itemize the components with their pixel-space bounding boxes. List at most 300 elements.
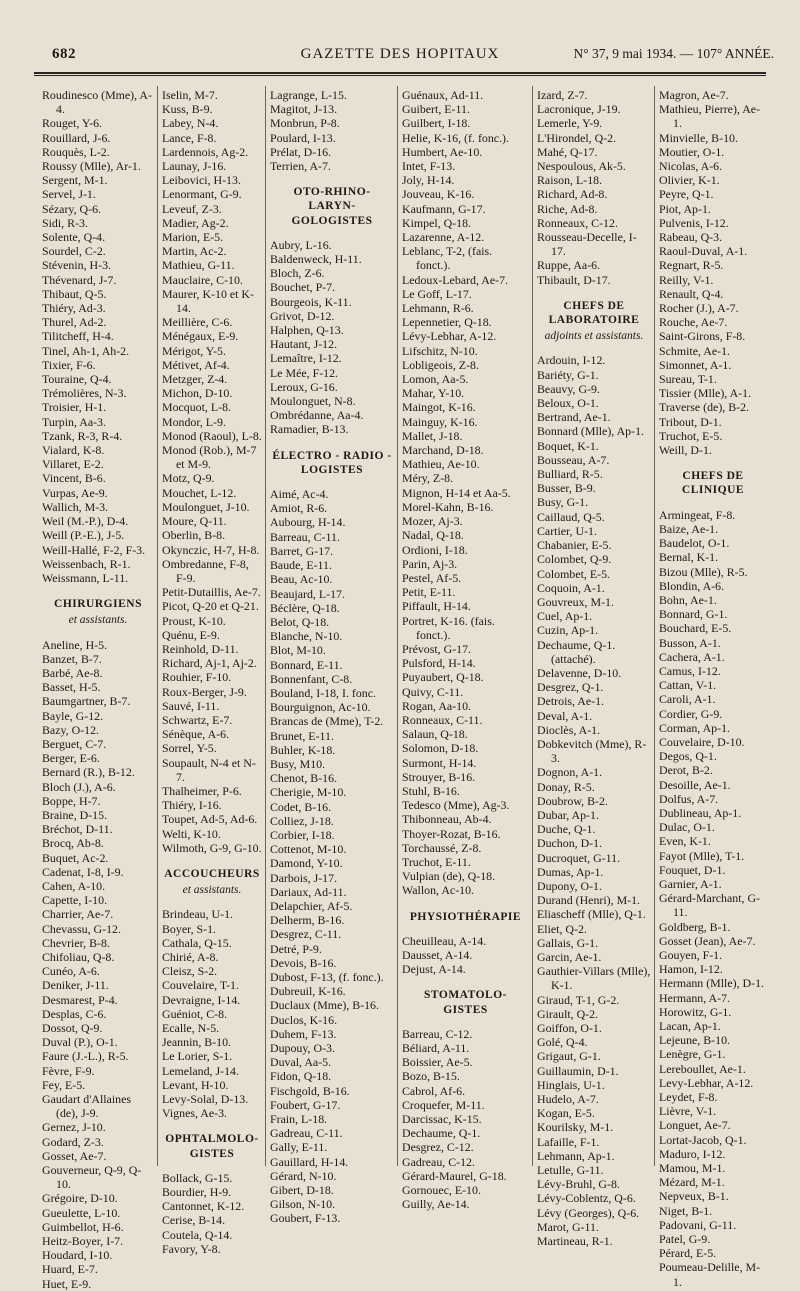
list-item: Dubreuil, K-16. [270, 984, 346, 999]
list-item: Tixier, F-6. [42, 357, 96, 372]
section-heading: STOMATOLO-GISTES [424, 989, 507, 1016]
list-item: Thurel, Ad-2. [42, 315, 107, 330]
list-item: Grivot, D-12. [270, 308, 335, 323]
list-item: Mouchet, L-12. [162, 485, 237, 500]
list-item: Servel, J-1. [42, 187, 96, 202]
list-item: Ronneaux, C-12. [537, 215, 618, 230]
list-item: Desplas, C-6. [42, 1006, 107, 1021]
list-item: Bonnard (Mlle), Ap-1. [537, 424, 644, 439]
list-item: Fidon, Q-18. [270, 1069, 332, 1084]
list-item: Dublineau, Ap-1. [659, 805, 742, 820]
list-item: Dolfus, A-7. [659, 791, 719, 806]
list-item: Bulliard, R-5. [537, 467, 603, 482]
list-item: Baize, Ae-1. [659, 521, 719, 536]
list-item: Traverse (de), B-2. [659, 400, 750, 415]
list-item: Mallet, J-18. [402, 428, 463, 443]
list-item: Ecalle, N-5. [162, 1021, 220, 1035]
list-item: Aubourg, H-14. [270, 515, 346, 530]
list-item: Desgrez, C-11. [270, 927, 342, 942]
list-item: Mathieu, Ae-10. [402, 457, 480, 472]
list-item: Mahé, Q-17. [537, 144, 598, 159]
list-item: Gornouec, E-10. [402, 1183, 481, 1198]
list-item: Armingeat, F-8. [659, 507, 736, 522]
list-item: Mathieu, Pierre), Ae-1. [659, 102, 761, 131]
list-item: Coutela, Q-14. [162, 1227, 233, 1242]
list-item: Baldenweck, H-11. [270, 252, 362, 267]
list-item: Roussy (Mlle), Ar-1. [42, 159, 141, 174]
list-item: Richard, Ad-8. [537, 187, 608, 202]
column-4 [402, 88, 529, 1212]
list-item: Béclère, Q-18. [270, 600, 340, 615]
list-item: Bayle, G-12. [42, 708, 104, 723]
list-item: Gauthier-Villars (Mlle), K-1. [537, 964, 651, 993]
list-item: Gernez, J-10. [42, 1120, 106, 1135]
list-item: Thibault, D-17. [537, 272, 611, 287]
list-item: Ombrédanne, Aa-4. [270, 408, 364, 423]
list-item: Dossot, Q-9. [42, 1021, 103, 1035]
list-item: Guilbert, I-18. [402, 116, 471, 131]
list-item: Pestel, Af-5. [402, 570, 462, 585]
list-item: Metzger, Z-4. [162, 372, 228, 387]
list-item: Marchand, D-18. [402, 443, 484, 458]
list-item: Bizou (Mlle), R-5. [659, 564, 748, 579]
list-item: Parin, Aj-3. [402, 556, 458, 571]
list-item: Renault, Q-4. [659, 286, 724, 301]
entry-list [270, 88, 394, 173]
list-item: Durand (Henri), M-1. [537, 893, 641, 908]
list-item: Prévost, G-17. [402, 641, 472, 656]
list-item: Iselin, M-7. [162, 88, 218, 102]
list-item: Lemaître, I-12. [270, 351, 342, 366]
entry-list [659, 88, 767, 457]
list-item: Gauillard, H-14. [270, 1154, 349, 1169]
list-item: Colombet, E-5. [537, 566, 610, 581]
list-item: Mahar, Y-10. [402, 386, 465, 401]
list-item: Welti, K-10. [162, 826, 221, 841]
list-item: Lifschitz, N-10. [402, 343, 478, 358]
list-item: Raison, L-18. [537, 173, 603, 188]
list-item: Cahen, A-10. [42, 878, 106, 893]
list-item: Lereboullet, Ae-1. [659, 1061, 746, 1076]
list-item: Ardouin, I-12. [537, 353, 606, 368]
list-item: Quénu, E-9. [162, 627, 220, 642]
list-item: Gouverneur, Q-9, Q-10. [42, 1163, 142, 1192]
list-item: Petit, E-11. [402, 585, 456, 600]
list-item: Coquoin, A-1. [537, 580, 605, 595]
list-item: Rouillard, J-6. [42, 130, 111, 145]
list-item: Salaun, Q-18. [402, 727, 468, 742]
list-item: Sureau, T-1. [659, 372, 717, 387]
list-item: Monod (Rob.), M-7 et M-9. [162, 443, 257, 472]
list-item: Bohn, Ae-1. [659, 592, 717, 607]
list-item: Vignes, Ae-3. [162, 1106, 228, 1121]
list-item: Duhem, F-13. [270, 1026, 337, 1041]
list-item: Levy-Solal, D-13. [162, 1092, 249, 1107]
list-item: Lardennois, Ag-2. [162, 144, 249, 159]
section-heading: CHEFS DE LABORATOIRE [548, 299, 640, 327]
list-item: Tedesco (Mme), Ag-3. [402, 798, 510, 813]
list-item: Leroux, G-16. [270, 379, 338, 394]
list-item: Kuss, B-9. [162, 102, 213, 117]
list-item: Gadreau, C-12. [402, 1154, 475, 1169]
list-item: Berger, E-6. [42, 751, 100, 766]
list-item: Detré, P-9. [270, 941, 322, 956]
list-item: Cachera, A-1. [659, 649, 725, 664]
column-separator [157, 86, 158, 1166]
list-item: Dausset, A-14. [402, 947, 473, 962]
list-item: Sauvé, I-11. [162, 698, 220, 713]
list-item: Gérard-Marchant, G-11. [659, 891, 761, 920]
list-item: Darcissac, K-15. [402, 1112, 482, 1127]
list-item: Brindeau, U-1. [162, 907, 233, 922]
list-item: Picot, Q-20 et Q-21. [162, 599, 259, 614]
list-item: Blondin, A-6. [659, 578, 725, 593]
list-item: Dobkevitch (Mme), R-3. [537, 736, 647, 766]
list-item: Mauclaire, C-10. [162, 272, 243, 287]
list-item: Cabrol, Af-6. [402, 1083, 466, 1098]
list-item: L'Hirondel, Q-2. [537, 130, 617, 145]
list-item: Nadal, Q-18. [402, 528, 464, 543]
list-item: Bariéty, G-1. [537, 367, 599, 382]
list-item: Duval, Aa-5. [270, 1055, 332, 1070]
list-item: Madier, Ag-2. [162, 215, 229, 230]
list-item: Lévy-Bruhl, G-8. [537, 1177, 620, 1192]
list-item: Kimpel, Q-18. [402, 215, 472, 230]
list-item: Dioclès, A-1. [537, 722, 601, 737]
list-item: Deval, A-1. [537, 708, 593, 723]
list-item: Weissmann, L-11. [42, 570, 129, 585]
list-item: Gouyen, F-1. [659, 947, 723, 962]
list-item: Ruppe, Aa-6. [537, 258, 601, 273]
list-item: Heitz-Boyer, I-7. [42, 1234, 124, 1249]
list-item: Devraigne, I-14. [162, 992, 241, 1007]
list-item: Corman, Ap-1. [659, 720, 731, 735]
list-item: Lemeland, J-14. [162, 1063, 239, 1078]
list-item: Rouhier, F-10. [162, 670, 232, 685]
entry-list [537, 88, 651, 287]
list-item: Eliet, Q-2. [537, 921, 587, 936]
column-separator [532, 86, 533, 1166]
list-item: Tzank, R-3, R-4. [42, 428, 123, 443]
entry-list [42, 88, 154, 585]
list-item: Houdard, I-10. [42, 1248, 113, 1263]
list-item: Mamou, M-1. [659, 1161, 726, 1176]
list-item: Lenègre, G-1. [659, 1047, 726, 1062]
list-item: Chevrier, B-8. [42, 935, 110, 950]
list-item: Saint-Girons, F-8. [659, 329, 746, 344]
list-item: Joly, H-14. [402, 173, 455, 188]
list-item: Busser, B-9. [537, 481, 596, 496]
list-item: Longuet, Ae-7. [659, 1118, 731, 1133]
entry-list [537, 353, 651, 1248]
list-item: Guilly, Ae-14. [402, 1197, 470, 1212]
list-item: Ronneaux, C-11. [402, 712, 483, 727]
list-item: Gilson, N-10. [270, 1197, 336, 1212]
list-item: Hautant, J-12. [270, 337, 338, 352]
list-item: Cattan, V-1. [659, 678, 717, 693]
list-item: Blanche, N-10. [270, 629, 343, 644]
list-item: Couvelaire, D-10. [659, 734, 745, 749]
list-item: Michon, D-10. [162, 386, 233, 401]
section-subheading: et assistants. [68, 614, 128, 627]
list-item: Simonnet, A-1. [659, 357, 732, 372]
list-item: Dechaume, Q-1. [402, 1126, 481, 1141]
column-2 [162, 88, 262, 1256]
list-item: Levy-Lebhar, A-12. [659, 1075, 754, 1090]
column-5 [537, 88, 651, 1249]
list-item: Marion, E-5. [162, 230, 224, 245]
list-item: Mondor, L-9. [162, 414, 226, 429]
list-item: Dechaume, Q-1. (attaché). [537, 637, 616, 666]
list-item: Bazy, O-12. [42, 722, 100, 737]
list-item: Mérigot, Y-5. [162, 343, 226, 358]
list-item: Barreau, C-12. [402, 1026, 473, 1041]
list-item: Cunéo, A-6. [42, 964, 100, 979]
section-heading: PHYSIOTHÉRAPIE [409, 910, 522, 923]
header-rule-thin [34, 75, 766, 76]
list-item: Tissier (Mlle), A-1. [659, 386, 752, 401]
page-number: 682 [52, 46, 76, 62]
list-item: Boyer, S-1. [162, 921, 217, 936]
list-item: Cordier, G-9. [659, 706, 723, 721]
list-item: Lacan, Ap-1. [659, 1019, 721, 1033]
list-item: Thibaut, Q-5. [42, 286, 107, 301]
list-item: Goiffon, O-1. [537, 1021, 602, 1035]
list-item: Humbert, Ae-10. [402, 144, 483, 159]
list-item: Bloch (J.), A-6. [42, 779, 116, 794]
list-item: Pulvenis, I-12. [659, 215, 729, 230]
list-item: Martin, Ac-2. [162, 244, 227, 259]
list-item: Cerise, B-14. [162, 1213, 226, 1228]
list-item: Rouget, Y-6. [42, 116, 102, 131]
list-item: Patel, G-9. [659, 1232, 711, 1247]
list-item: Berguet, C-7. [42, 736, 107, 751]
list-item: Baude, E-11. [270, 558, 332, 573]
list-item: Degos, Q-1. [659, 749, 717, 764]
list-item: Buquet, Ac-2. [42, 850, 109, 865]
list-item: Duval (P.), O-1. [42, 1035, 118, 1050]
list-item: Bonnard, G-1. [659, 607, 728, 622]
list-item: Rabeau, Q-3. [659, 230, 723, 245]
list-item: Bouchet, P-7. [270, 280, 336, 295]
list-item: Le Lorier, S-1. [162, 1049, 233, 1064]
list-item: Sourdel, C-2. [42, 244, 106, 259]
issue-date: N° 37, 9 mai 1934. — 107° ANNÉE. [573, 46, 774, 61]
list-item: Guillaumin, D-1. [537, 1063, 619, 1078]
list-item: Beaujard, L-17. [270, 586, 345, 601]
list-item: Petit-Dutaillis, Ae-7. [162, 585, 261, 600]
list-item: Magitot, J-13. [270, 102, 338, 117]
list-item: Bréchot, D-11. [42, 822, 113, 837]
list-item: Desoille, Ae-1. [659, 777, 731, 792]
list-item: Helie, K-16, (f. fonc.). [402, 130, 509, 145]
list-item: Gally, E-11. [270, 1140, 328, 1155]
list-item: Nicolas, A-6. [659, 159, 723, 174]
list-item: Wallich, M-3. [42, 499, 109, 514]
list-item: Touraine, Q-4. [42, 372, 112, 387]
list-item: Izard, Z-7. [537, 88, 588, 102]
entry-list [270, 238, 394, 437]
list-item: Thalheimer, P-6. [162, 783, 242, 798]
list-item: Guénaux, Ad-11. [402, 88, 484, 102]
list-item: Richard, Aj-1, Aj-2. [162, 656, 257, 671]
list-item: Boissier, Ae-5. [402, 1055, 473, 1070]
list-item: Vialard, K-8. [42, 443, 105, 458]
list-item: Riche, Ad-8. [537, 201, 598, 216]
list-item: Bouchard, E-5. [659, 621, 732, 636]
list-item: Frain, L-18. [270, 1112, 328, 1127]
list-item: Derot, B-2. [659, 763, 713, 778]
list-item: Dubar, Ap-1. [537, 807, 599, 822]
list-item: Roudinesco (Mme), A-4. [42, 88, 152, 117]
list-item: Niget, B-1. [659, 1203, 713, 1218]
list-item: Peyre, Q-1. [659, 187, 714, 202]
list-item: Even, K-1. [659, 834, 711, 849]
list-item: Amiot, R-6. [270, 501, 328, 516]
header-rule [34, 72, 766, 74]
list-item: Kogan, E-5. [537, 1106, 595, 1121]
list-item: Aimé, Ac-4. [270, 487, 329, 502]
list-item: Gueulette, L-10. [42, 1205, 121, 1220]
list-item: Boppe, H-7. [42, 793, 101, 808]
list-item: Delapchier, Af-5. [270, 898, 353, 913]
list-item: Padovani, G-11. [659, 1217, 737, 1232]
list-item: Portret, K-16. (fais. fonct.). [402, 613, 495, 642]
list-item: Solente, Q-4. [42, 230, 106, 245]
list-item: Cottenot, M-10. [270, 842, 347, 857]
list-item: Bollack, G-15. [162, 1170, 233, 1185]
column-separator [397, 86, 398, 1166]
list-item: Leblanc, T-2, (fais. fonct.). [402, 244, 493, 273]
list-item: Ducroquet, G-11. [537, 850, 621, 865]
list-item: Bertrand, Ae-1. [537, 410, 611, 425]
list-item: Lévy-Coblentz, Q-6. [537, 1191, 636, 1206]
list-item: Goubert, F-13. [270, 1211, 341, 1226]
list-item: Maingot, K-16. [402, 400, 476, 415]
list-item: Gérard-Maurel, G-18. [402, 1168, 507, 1183]
list-item: Wallon, Ac-10. [402, 883, 475, 898]
list-item: Desgrez, C-12. [402, 1140, 474, 1155]
list-item: Grégoire, D-10. [42, 1191, 118, 1206]
list-item: Eliascheff (Mlle), Q-1. [537, 907, 646, 922]
list-item: Puyaubert, Q-18. [402, 670, 484, 685]
list-item: Dupouy, O-3. [270, 1041, 335, 1055]
list-item: Truchot, E-11. [402, 854, 471, 869]
list-item: Roux-Berger, J-9. [162, 684, 247, 699]
list-item: Beloux, O-1. [537, 396, 599, 411]
list-item: Turpin, Aa-3. [42, 414, 106, 429]
list-item: Olivier, K-1. [659, 173, 720, 188]
list-item: Stuhl, B-16. [402, 783, 460, 798]
list-item: Guibert, E-11. [402, 102, 470, 117]
list-item: Sézary, Q-6. [42, 201, 101, 216]
list-item: Labey, N-4. [162, 116, 219, 131]
list-item: Méry, Z-8. [402, 471, 454, 486]
list-item: Tribout, D-1. [659, 414, 722, 429]
list-item: Brocq, Ab-8. [42, 836, 104, 851]
list-item: Buhler, K-18. [270, 742, 336, 757]
section-heading: OPHTALMOLO-GISTES [165, 1133, 259, 1160]
list-item: Delavenne, D-10. [537, 665, 622, 680]
list-item: Jeannin, B-10. [162, 1035, 232, 1050]
list-item: Croquefer, M-11. [402, 1097, 485, 1112]
list-item: Donay, R-5. [537, 779, 595, 794]
list-item: Darbois, J-17. [270, 870, 338, 885]
list-item: Guéniot, C-8. [162, 1006, 228, 1021]
list-item: Halphen, Q-13. [270, 323, 344, 338]
list-item: Fèvre, F-9. [42, 1063, 95, 1078]
list-item: Lejeune, B-10. [659, 1033, 730, 1048]
list-item: Cherigie, M-10. [270, 785, 347, 800]
list-item: Capette, I-10. [42, 893, 108, 908]
page-title: GAZETTE DES HOPITAUX [300, 46, 500, 62]
list-item: Huard, E-7. [42, 1262, 98, 1277]
list-item: Lévy (Georges), Q-6. [537, 1205, 640, 1220]
list-item: Proust, K-10. [162, 613, 226, 628]
list-item: Doubrow, B-2. [537, 793, 608, 808]
list-item: Gallais, G-1. [537, 935, 599, 950]
list-item: Villaret, E-2. [42, 457, 104, 472]
list-item: Vurpas, Ae-9. [42, 485, 108, 500]
list-item: Poumeau-Delille, M-1. [659, 1260, 761, 1289]
list-item: Trémolières, N-3. [42, 386, 127, 401]
list-item: Weissenbach, R-1. [42, 556, 131, 571]
list-item: Cartier, U-1. [537, 523, 597, 538]
list-item: Sidi, R-3. [42, 215, 88, 230]
list-item: Stévenin, H-3. [42, 258, 112, 273]
list-item: Pérard, E-5. [659, 1246, 717, 1261]
list-item: Gadreau, C-11. [270, 1126, 343, 1141]
list-item: Huet, E-9. [42, 1276, 92, 1291]
list-item: Favory, Y-8. [162, 1241, 221, 1256]
list-item: Ménégaux, E-9. [162, 329, 239, 344]
list-item: Tinel, Ah-1, Ah-2. [42, 343, 130, 358]
list-item: Bouland, I-18, I. fonc. [270, 685, 376, 700]
list-item: Cheuilleau, A-14. [402, 933, 487, 948]
entry-list [162, 88, 262, 855]
list-item: Tilitcheff, H-4. [42, 329, 114, 344]
list-item: Lacronique, J-19. [537, 102, 621, 117]
list-item: Truchot, E-5. [659, 428, 723, 443]
list-item: Bourdier, H-9. [162, 1185, 232, 1200]
list-item: Delherm, B-16. [270, 913, 345, 928]
list-item: Thibonneau, Ab-4. [402, 812, 492, 827]
list-item: Poulard, I-13. [270, 130, 336, 145]
list-item: Gibert, D-18. [270, 1183, 334, 1198]
list-item: Piffault, H-14. [402, 599, 471, 614]
list-item: Jouveau, K-16. [402, 187, 475, 202]
list-item: Moulonguet, J-10. [162, 499, 250, 514]
section-heading: ACCOUCHEURS [164, 867, 260, 880]
list-item: Lomon, Aa-5. [402, 372, 469, 387]
list-item: Marot, G-11. [537, 1219, 599, 1234]
list-item: Reilly, V-1. [659, 272, 714, 287]
list-item: Lobligeois, Z-8. [402, 357, 479, 372]
list-item: Motz, Q-9. [162, 471, 215, 486]
list-item: Dupony, O-1. [537, 878, 602, 893]
list-item: Nepveux, B-1. [659, 1189, 729, 1204]
list-item: Gérard, N-10. [270, 1168, 337, 1183]
list-item: Terrien, A-7. [270, 159, 331, 174]
list-item: Rogan, Aa-10. [402, 698, 472, 713]
list-item: Dejust, A-14. [402, 962, 466, 977]
list-item: Monbrun, P-8. [270, 116, 340, 131]
list-item: Faure (J.-L.), R-5. [42, 1049, 129, 1064]
list-item: Duche, Q-1. [537, 822, 596, 837]
list-item: Ombredanne, F-8, F-9. [162, 556, 249, 585]
list-item: Boquet, K-1. [537, 438, 599, 453]
list-item: Banzet, B-7. [42, 651, 102, 666]
